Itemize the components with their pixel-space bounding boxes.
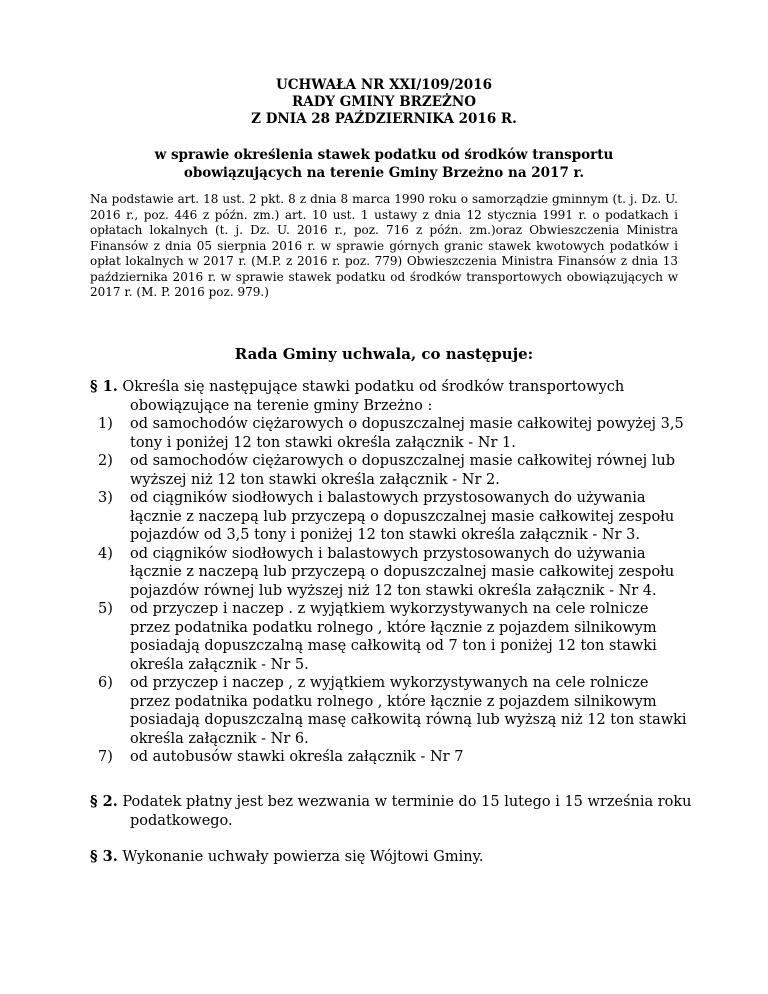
section-2-sign: § 2. [90, 793, 118, 810]
list-item-number: 3) [98, 490, 113, 506]
section-2-text: Podatek płatny jest bez wezwania w terminie do 15 lutego i 15 września roku podatkowego. [122, 794, 692, 829]
list-item-text: od samochodów ciężarowych o dopuszczalnej masie całkowitej równej lub wyższej niż 12 ton stawki określa załącznik - Nr 2. [130, 453, 676, 488]
section-1-intro-text: Określa się następujące stawki podatku od środków transportowych obowiązujące na terenie gminy Brzeżno : [122, 379, 625, 414]
list-item [90, 489, 690, 545]
list-item [90, 452, 690, 489]
resolution-date: Z DNIA 28 PAŹDZIERNIKA 2016 R. [251, 111, 517, 127]
list-item-text: od samochodów ciężarowych o dopuszczalnej masie całkowitej powyżej 3,5 tony i poniżej 12 ton stawki określa załącznik - Nr 1. [130, 416, 684, 451]
section-3 [90, 848, 730, 867]
list-item [90, 748, 690, 767]
section-1 [90, 378, 690, 767]
section-2 [90, 793, 730, 830]
resolves-heading: Rada Gminy uchwala, co następuje: [234, 345, 534, 363]
council-name: RADY GMINY BRZEŻNO [292, 94, 476, 110]
list-item [90, 600, 690, 674]
list-item-number: 2) [98, 453, 113, 469]
list-item-number: 1) [98, 416, 113, 432]
tax-rate-list [90, 415, 690, 767]
list-item-text: od przyczep i naczep , z wyjątkiem wykorzystywanych na cele rolnicze przez podatnika podatku rolnego , które łącznie z pojazdem silnikowym posiadają dopuszczalną masę całkowitą równą lub wyższą niż 12 ton stawki określa załącznik - Nr 6. [130, 675, 687, 747]
list-item-text: od autobusów stawki określa załącznik - Nr 7 [130, 749, 464, 765]
list-item-number: 4) [98, 545, 113, 562]
list-item-number: 6) [98, 675, 113, 691]
list-item-text: od ciągników siodłowych i balastowych przystosowanych do używania łącznie z naczepą lub przyczepą o dopuszczalnej masie całkowitej zespołu pojazdów od 3,5 tony i poniżej 12 ton stawki określa załącznik - Nr 3. [130, 490, 675, 543]
list-item-text: od ciągników siodłowych i balastowych przystosowanych do używania łącznie z naczepą lub przyczepą o dopuszczalnej masie całkowitej zespołu pojazdów równej lub wyższej niż 12 ton stawki określa załącznik - Nr 4. [130, 545, 675, 599]
section-3-text: Wykonanie uchwały powierza się Wójtowi Gminy. [122, 849, 484, 865]
list-item [90, 674, 690, 748]
section-3-sign: § 3. [90, 848, 118, 865]
subject-line-2: obowiązujących na terenie Gminy Brzeżno na 2017 r. [183, 165, 585, 181]
list-item [90, 415, 690, 452]
list-item-number: 5) [98, 601, 113, 617]
list-item-number: 7) [98, 749, 113, 765]
resolution-subject [0, 146, 768, 182]
subject-line-1: w sprawie określenia stawek podatku od środków transportu [154, 147, 614, 163]
legal-basis: Na podstawie art. 18 ust. 2 pkt. 8 z dnia 8 marca 1990 roku o samorządzie gminnym (t. j. Dz. U. 2016 r., poz. 446 z późn. zm.) art. 10 ust. 1 ustawy z dnia 12 stycznia 1991 r. o podatkach i opłatach lokalnych (t. j. Dz. U. 2016 r., poz. 716 z późn. zm.)oraz Obwieszczenia Ministra Finansów z dnia 05 sierpnia 2016 r. w sprawie górnych granic stawek kwotowych podatków i opłat lokalnych w 2017 r. (M.P. z 2016 r. poz. 779) Obwieszczenia Ministra Finansów z dnia 13 października 2016 r. w sprawie stawek podatku od środków transportowych obowiązujących w 2017 r. (M. P. 2016 poz. 979.) [90, 192, 678, 299]
section-1-intro [90, 378, 690, 415]
list-item [90, 545, 690, 601]
section-1-sign: § 1. [90, 378, 118, 395]
list-item-text: od przyczep i naczep . z wyjątkiem wykorzystywanych na cele rolnicze przez podatnika podatku rolnego , które łącznie z pojazdem silnikowym posiadają dopuszczalną masę całkowitą od 7 ton i poniżej 12 ton stawki określa załącznik - Nr 5. [130, 601, 657, 673]
resolution-number: UCHWAŁA NR XXI/109/2016 [276, 77, 492, 93]
resolution-header [0, 77, 768, 128]
